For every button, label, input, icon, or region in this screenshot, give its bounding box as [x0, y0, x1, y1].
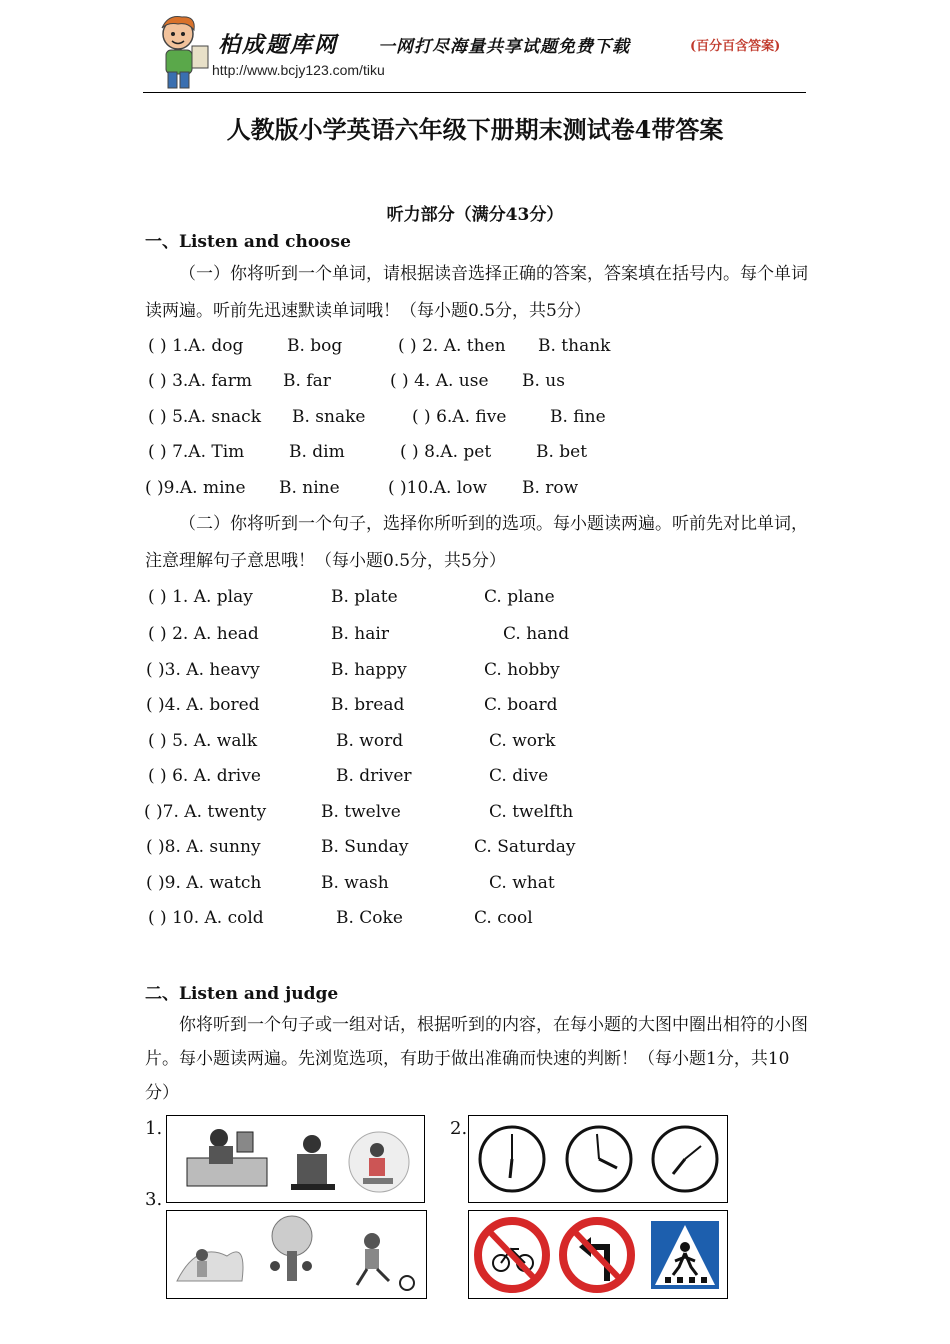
- list-item: B. driver: [336, 766, 412, 786]
- list-item: B. dim: [289, 442, 345, 462]
- list-item: ( ) 7.A. Tim: [148, 442, 245, 462]
- list-item: B. far: [283, 371, 331, 391]
- list-item: ( )9. A. watch: [146, 873, 262, 893]
- list-item: ( ) 8.A. pet: [400, 442, 492, 462]
- picture-box-1: [166, 1115, 425, 1203]
- section1-heading: 一、Listen and choose: [145, 232, 351, 252]
- list-item: ( ) 3.A. farm: [148, 371, 253, 391]
- list-item: B. word: [336, 731, 404, 751]
- answer-badge: (百分百含答案): [690, 39, 781, 54]
- list-item: C. hand: [503, 624, 570, 644]
- header-divider: [143, 92, 806, 93]
- list-item: B. hair: [331, 624, 389, 644]
- section2-heading: 二、Listen and judge: [145, 984, 339, 1004]
- site-url[interactable]: http://www.bcjy123.com/tiku: [212, 62, 385, 78]
- no-left-turn-sign-icon: [563, 1221, 631, 1289]
- picture-box-2: [468, 1115, 728, 1203]
- list-item: C. Saturday: [474, 837, 576, 857]
- list-item: B. happy: [331, 660, 407, 680]
- list-item: C. what: [489, 873, 555, 893]
- list-item: ( ) 5.A. snack: [148, 407, 262, 427]
- list-item: ( )7. A. twenty: [144, 802, 267, 822]
- list-item: ( )8. A. sunny: [146, 837, 261, 857]
- question-label: 2.: [450, 1118, 468, 1139]
- question-label: 1.: [145, 1118, 163, 1139]
- clock-icon: [567, 1127, 631, 1191]
- kicking-ball-icon: [357, 1233, 414, 1290]
- clock-icon: [480, 1127, 544, 1191]
- list-item: C. work: [489, 731, 556, 751]
- list-item: B. wash: [321, 873, 389, 893]
- list-item: ( ) 2. A. head: [148, 624, 259, 644]
- tree-icon: [270, 1216, 312, 1281]
- list-item: C. twelfth: [489, 802, 574, 822]
- listening-heading: 听力部分（满分43分）: [386, 205, 564, 225]
- list-item: B. Coke: [336, 908, 403, 928]
- list-item: B. Sunday: [321, 837, 409, 857]
- list-item: B. row: [522, 478, 579, 498]
- list-item: ( ) 4. A. use: [390, 371, 489, 391]
- list-item: B. twelve: [321, 802, 401, 822]
- pedestrian-crossing-sign-icon: [651, 1221, 719, 1289]
- list-item: B. nine: [279, 478, 340, 498]
- page-title: 人教版小学英语六年级下册期末测试卷4带答案: [226, 115, 724, 144]
- picture-box-4: [468, 1210, 728, 1299]
- list-item: ( )10.A. low: [388, 478, 488, 498]
- list-item: ( ) 6.A. five: [412, 407, 507, 427]
- list-item: B. bread: [331, 695, 405, 715]
- part1-instructions: （一）你将听到一个单词，请根据读音选择正确的答案，答案填在括号内。每个单词读两遍。听前先迅速默读单词哦！（每小题0.5分，共5分）: [145, 264, 808, 321]
- list-item: ( ) 2. A. then: [398, 336, 506, 356]
- list-item: B. bog: [287, 336, 343, 356]
- list-item: B. snake: [292, 407, 366, 427]
- teacher-desk-icon: [187, 1129, 267, 1186]
- site-slogan: 一网打尽海量共享试题免费下载: [378, 37, 630, 57]
- list-item: ( )9.A. mine: [145, 478, 246, 498]
- list-item: B. thank: [538, 336, 611, 356]
- list-item: C. hobby: [484, 660, 560, 680]
- site-logo-icon: [150, 12, 212, 90]
- person-reading-icon: [291, 1135, 335, 1190]
- planting-tree-icon: [177, 1249, 243, 1281]
- no-bicycle-sign-icon: [478, 1221, 546, 1289]
- list-item: C. dive: [489, 766, 549, 786]
- list-item: B. bet: [536, 442, 588, 462]
- list-item: ( ) 5. A. walk: [148, 731, 258, 751]
- site-brand: 柏成题库网: [218, 32, 339, 58]
- section2-instructions: 你将听到一个句子或一组对话，根据听到的内容，在每小题的大图中圈出相符的小图片。每小题读两遍。先浏览选项，有助于做出准确而快速的判断！（每小题1分，共10分）: [145, 1015, 808, 1103]
- list-item: B. plate: [331, 587, 398, 607]
- list-item: B. us: [522, 371, 565, 391]
- list-item: ( ) 6. A. drive: [148, 766, 261, 786]
- list-item: ( )4. A. bored: [146, 695, 260, 715]
- list-item: B. fine: [550, 407, 606, 427]
- list-item: C. plane: [484, 587, 555, 607]
- list-item: ( )3. A. heavy: [146, 660, 260, 680]
- part2-instructions: （二）你将听到一个句子，选择你所听到的选项。每小题读两遍。听前先对比单词，注意理解句子意思哦！（每小题0.5分，共5分）: [145, 514, 808, 571]
- clock-icon: [653, 1127, 717, 1191]
- question-label: 3.: [145, 1189, 163, 1210]
- list-item: ( ) 1.A. dog: [148, 336, 244, 356]
- list-item: ( ) 10. A. cold: [148, 908, 264, 928]
- list-item: C. cool: [474, 908, 533, 928]
- list-item: ( ) 1. A. play: [148, 587, 253, 607]
- list-item: C. board: [484, 695, 558, 715]
- picture-box-3: [166, 1210, 427, 1299]
- child-playing-icon: [349, 1132, 409, 1192]
